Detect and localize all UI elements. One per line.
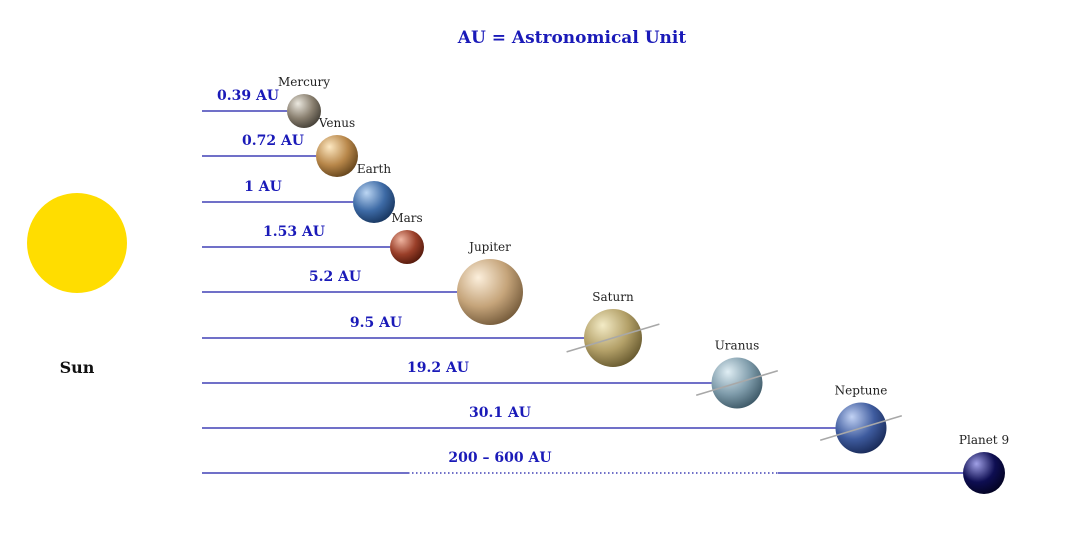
- mercury-sphere: [287, 94, 321, 128]
- planet-row-planet-9: [202, 433, 1009, 494]
- planet-name: Mercury: [277, 75, 331, 89]
- planet-name: Uranus: [714, 338, 760, 353]
- distance-label: 1.53 AU: [262, 224, 326, 240]
- sun-label: Sun: [59, 358, 95, 377]
- venus-sphere: [316, 135, 358, 177]
- distance-label: 0.39 AU: [216, 88, 280, 104]
- planet-row-earth: [202, 162, 395, 223]
- planet-row-neptune: [202, 384, 902, 454]
- mars-sphere: [390, 230, 424, 264]
- planet-row-saturn: [202, 290, 659, 367]
- planet-name: Venus: [318, 116, 356, 130]
- distance-label: 30.1 AU: [468, 405, 532, 421]
- planet-9-sphere: [963, 452, 1005, 494]
- planet-row-jupiter: [202, 240, 523, 325]
- planet-row-venus: [202, 116, 358, 177]
- distance-label: 0.72 AU: [241, 133, 305, 149]
- planet-row-mercury: [202, 75, 330, 128]
- sun: [27, 193, 127, 293]
- planet-row-mars: [202, 211, 424, 264]
- distance-label: 9.5 AU: [349, 315, 403, 331]
- planet-row-uranus: [202, 339, 778, 409]
- planet-name: Earth: [356, 162, 392, 176]
- planet-name: Jupiter: [469, 240, 511, 254]
- distance-label: 19.2 AU: [406, 360, 470, 376]
- planet-name: Planet 9: [958, 433, 1010, 447]
- diagram-title: AU = Astronomical Unit: [457, 28, 687, 48]
- jupiter-sphere: [457, 259, 523, 325]
- planets-layer: [202, 75, 1009, 494]
- distance-label: 200 – 600 AU: [448, 450, 552, 466]
- planet-name: Neptune: [834, 383, 888, 398]
- planet-name: Mars: [391, 211, 423, 225]
- planet-name: Saturn: [592, 290, 634, 304]
- distance-label: 1 AU: [244, 179, 282, 195]
- earth-sphere: [353, 181, 395, 223]
- distance-label: 5.2 AU: [308, 269, 362, 285]
